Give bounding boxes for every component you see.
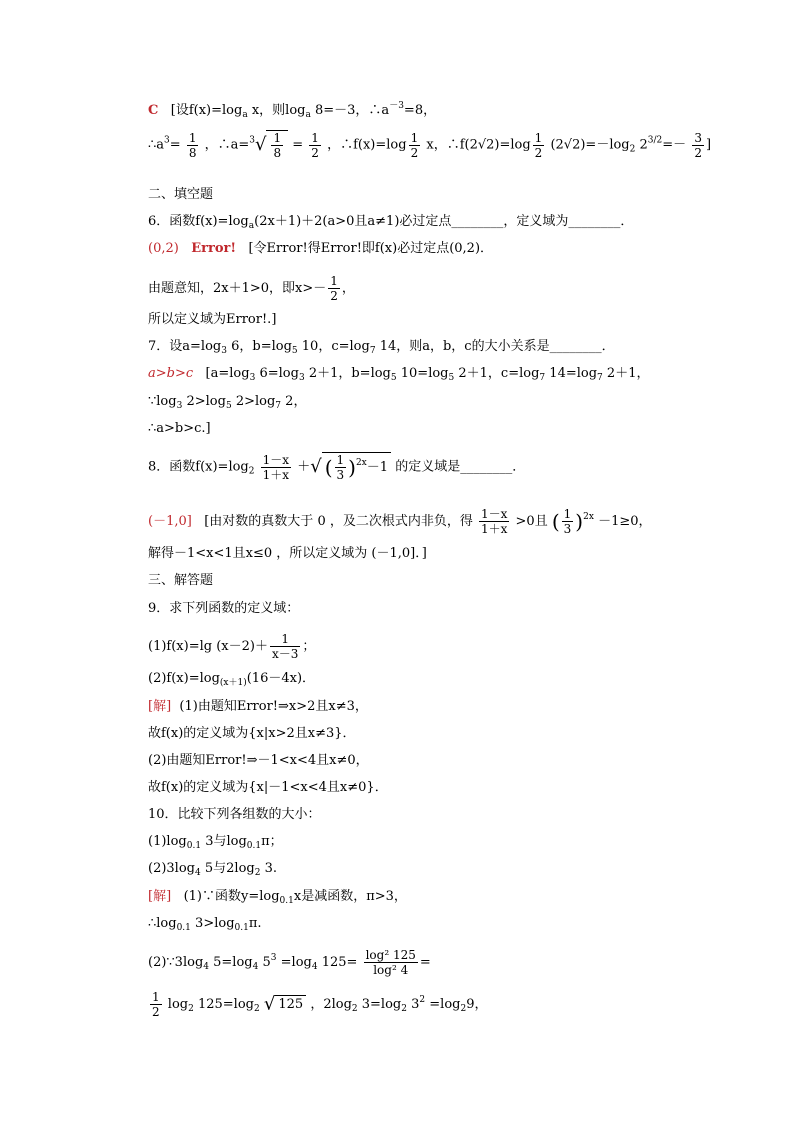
answer-10-line-2: $\therefore\log_{0.1}$ $3>\log_{0.1}\pi$. <box>148 916 262 933</box>
answer-9-line-1: [解] (1)由题知Error!⇒x>2且x≠3， <box>148 699 368 714</box>
answer-7-line-1: a>b>c [$a=\log_3$ $6=\log_3$ 2＋1，$b=\log_5$ $10=\log_5$ 2＋1，$c=\log_7$ $14=\log_7$ 2＋1， <box>148 366 650 383</box>
answer-9-line-3: (2)由题知Error!⇒－1<x<4且x≠0， <box>148 753 369 768</box>
section-heading-solve: 三、解答题 <box>148 573 214 588</box>
radical-icon: √ <box>310 456 322 477</box>
answer-6-line-1: (0,2) Error! [令Error!得Error!即f(x)必过定点(0,2)． <box>148 241 494 256</box>
answer-5-line-1: C [设$f(x)=\log_a$ x，则$\log_a 8=-3$，$\therefore a^{-3}=8$， <box>148 101 437 120</box>
answer-7-line-2: $\because\log_3$ $2>\log_5$ $2>\log_7$ 2， <box>148 394 307 411</box>
fraction: $\frac{1}{8}$ <box>188 130 197 160</box>
fraction: $\frac{3}{2}$ <box>694 130 702 160</box>
question-10-part-1: $(1)\log_{0.1}$ 3与$\log_{0.1}\pi$； <box>148 834 283 851</box>
answer-7-line-3: ∴a>b>c.] <box>148 421 211 436</box>
section-heading-fill-in: 二、填空题 <box>148 187 214 202</box>
radical-icon: √ <box>263 993 276 1015</box>
radical-icon: √ <box>254 134 267 155</box>
answer-9-line-2: 故f(x)的定义域为{x|x>2且x≠3}． <box>148 726 356 741</box>
answer-10-line-1: [解] (1)∵函数$y=\log_{0.1}x$是减函数，π>3， <box>148 889 407 906</box>
answer-6-line-3: 所以定义域为Error!.] <box>148 312 277 327</box>
answer-8-line-1: (－1,0] [由对数的真数大于 0 ，及二次根式内非负，得 $\frac{1-x}{1+x}$ >0且 ( $\frac{1}{3}$ )$^{2x}$ －1≥0， <box>148 507 652 536</box>
question-6: 6．函数$f(x)=\log_a(2x+1)+2(a>0$且a≠1)必过定点________，定义域为________． <box>148 214 634 231</box>
answer-5-line-2: $\therefore a^3=$ $\frac{1}{8}$ ，∴a=$^3$√ $\frac{1}{8}$ = $\frac{1}{2}$ ，∴f(x)=log $\frac{1}{2}$ x，∴f(2√2)=log $\frac{1}{2}$ $(2√2)=-\log_2$ $2^{3/2}=-$ $\frac{3}{2}$ ] <box>148 130 712 160</box>
answer-10-line-4: $\frac{1}{2}$ $\log_2 125=\log_2$ √ 125 ，$2\log_2$ $3=\log_2$ $3^2 =\log_29$， <box>152 990 488 1019</box>
fraction: $\frac{1}{2}$ <box>311 130 319 160</box>
answer-9-line-4: 故f(x)的定义域为{x|－1<x<4且x≠0}． <box>148 780 388 795</box>
answer-8-line-2: 解得－1<x<1且x≤0 ，所以定义域为 (－1,0]．] <box>148 546 427 561</box>
question-9-part-2: $(2)f(x)=\log_{(x+1)}(16-4x)$． <box>148 671 316 688</box>
question-7: 7．设$a=\log_3$ 6，$b=\log_5$ 10，$c=\log_7$ 14，则a，b，c的大小关系是________． <box>148 339 615 356</box>
question-10: 10．比较下列各组数的大小： <box>148 807 321 822</box>
question-9-part-1: (1)f(x)=lg (x－2)＋ $\frac{1}{x-3}$ ； <box>148 632 316 661</box>
answer-10-line-3: $(2)\because 3\log_4$ $5=\log_4$ $5^3 =\log_4$ 125= $\frac{\text{log² 125}}{\text{log² 4}}$ = <box>148 948 431 977</box>
question-8: 8．函数$f(x)=\log_2$ $\frac{1-x}{1+x}$ ＋√ ( $\frac{1}{3}$ )$^{2x}$－1 的定义域是________． <box>148 452 526 482</box>
answer-tag: C <box>148 103 159 118</box>
answer-6-line-2: 由题意知，2x＋1>0，即x>－ $\frac{1}{2}$ ， <box>148 274 355 303</box>
question-10-part-2: $(2)3\log_4$ 5与$2\log_2$ 3. <box>148 861 278 878</box>
question-9: 9．求下列函数的定义域： <box>148 601 300 616</box>
